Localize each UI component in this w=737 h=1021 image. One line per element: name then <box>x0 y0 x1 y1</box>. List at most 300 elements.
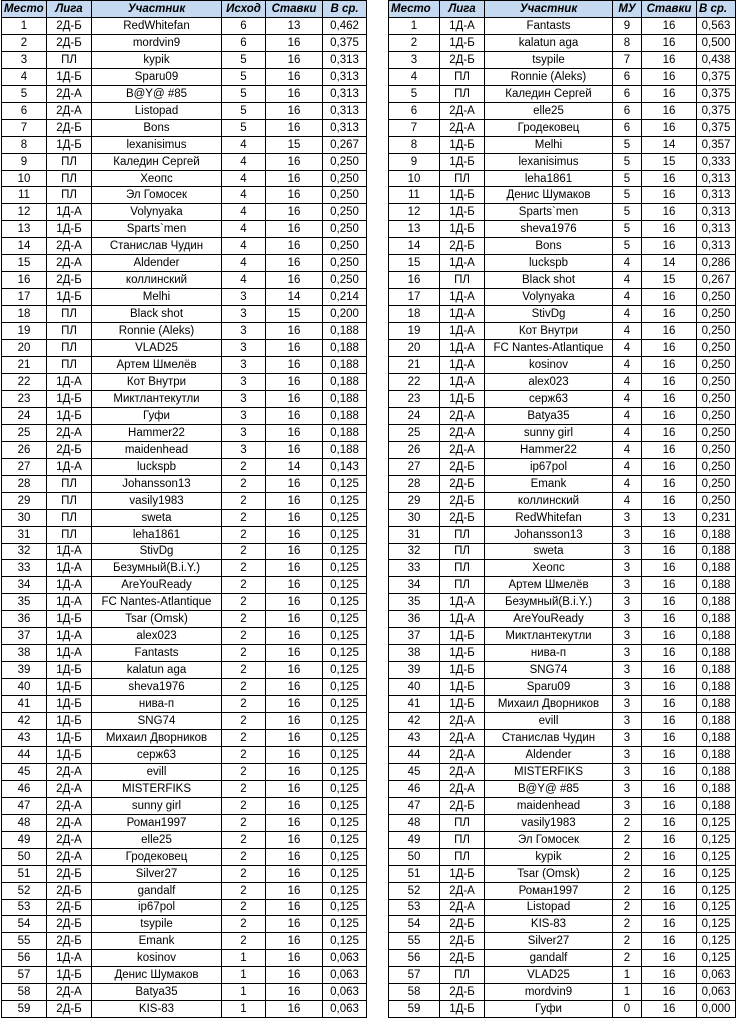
average-cell: 0,188 <box>697 763 736 780</box>
league-cell: 2Д-Б <box>440 797 485 814</box>
participant-cell: StivDg <box>485 306 613 323</box>
participant-cell: Fantasts <box>485 17 613 34</box>
place-cell: 10 <box>2 170 47 187</box>
table-row <box>389 85 736 102</box>
table-row <box>2 458 367 475</box>
score-cell: 3 <box>613 594 642 611</box>
table-row <box>2 984 367 1001</box>
table-row <box>389 916 736 933</box>
bets-cell: 16 <box>642 85 697 102</box>
bets-cell: 16 <box>266 662 323 679</box>
place-cell: 32 <box>389 543 440 560</box>
average-cell: 0,188 <box>697 543 736 560</box>
league-cell: 2Д-А <box>47 238 92 255</box>
bets-cell: 15 <box>266 306 323 323</box>
league-cell: 1Д-А <box>440 255 485 272</box>
header-place: Место <box>389 1 440 18</box>
participant-cell: Гуфи <box>485 1001 613 1018</box>
score-cell: 2 <box>222 577 266 594</box>
league-cell: 1Д-Б <box>47 729 92 746</box>
place-cell: 38 <box>2 645 47 662</box>
table-row <box>389 679 736 696</box>
score-cell: 2 <box>613 814 642 831</box>
place-cell: 55 <box>389 933 440 950</box>
table-row <box>2 407 367 424</box>
place-cell: 46 <box>389 780 440 797</box>
score-cell: 2 <box>222 933 266 950</box>
league-cell: 2Д-Б <box>440 51 485 68</box>
participant-cell: StivDg <box>92 543 222 560</box>
average-cell: 0,063 <box>323 1001 367 1018</box>
place-cell: 34 <box>2 577 47 594</box>
bets-cell: 16 <box>266 543 323 560</box>
average-cell: 0,125 <box>323 933 367 950</box>
average-cell: 0,125 <box>323 916 367 933</box>
place-cell: 11 <box>2 187 47 204</box>
bets-cell: 16 <box>266 204 323 221</box>
participant-cell: Johansson13 <box>485 526 613 543</box>
table-row <box>2 441 367 458</box>
bets-cell: 16 <box>266 153 323 170</box>
league-cell: ПЛ <box>47 51 92 68</box>
bets-cell: 14 <box>642 255 697 272</box>
score-cell: 4 <box>222 187 266 204</box>
participant-cell: kosinov <box>485 357 613 374</box>
participant-cell: Кот Внутри <box>485 323 613 340</box>
participant-cell: luckspb <box>92 458 222 475</box>
place-cell: 27 <box>389 458 440 475</box>
place-cell: 28 <box>2 475 47 492</box>
score-cell: 2 <box>222 882 266 899</box>
league-cell: 2Д-Б <box>47 17 92 34</box>
average-cell: 0,231 <box>697 509 736 526</box>
league-cell: 1Д-Б <box>440 645 485 662</box>
average-cell: 0,188 <box>697 746 736 763</box>
league-cell: 2Д-А <box>440 119 485 136</box>
participant-cell: Black shot <box>485 272 613 289</box>
league-cell: 1Д-А <box>47 543 92 560</box>
average-cell: 0,125 <box>697 933 736 950</box>
bets-cell: 16 <box>642 984 697 1001</box>
bets-cell: 16 <box>642 628 697 645</box>
average-cell: 0,357 <box>697 136 736 153</box>
place-cell: 39 <box>2 662 47 679</box>
league-cell: 1Д-Б <box>440 696 485 713</box>
place-cell: 52 <box>2 882 47 899</box>
league-cell: 2Д-А <box>47 85 92 102</box>
place-cell: 20 <box>389 340 440 357</box>
bets-cell: 16 <box>266 373 323 390</box>
participant-cell: Ronnie (Aleks) <box>92 323 222 340</box>
average-cell: 0,250 <box>697 458 736 475</box>
league-cell: ПЛ <box>47 509 92 526</box>
bets-cell: 16 <box>266 34 323 51</box>
place-cell: 46 <box>2 780 47 797</box>
participant-cell: Bons <box>92 119 222 136</box>
league-cell: 1Д-А <box>440 594 485 611</box>
bets-cell: 16 <box>266 577 323 594</box>
bets-cell: 16 <box>642 780 697 797</box>
participant-cell: ip67pol <box>485 458 613 475</box>
table-row <box>389 628 736 645</box>
table-row <box>389 713 736 730</box>
table-row <box>2 102 367 119</box>
league-cell: 2Д-Б <box>440 950 485 967</box>
participant-cell: VLAD25 <box>485 967 613 984</box>
league-cell: 2Д-А <box>47 814 92 831</box>
average-cell: 0,188 <box>697 797 736 814</box>
table-row <box>2 916 367 933</box>
average-cell: 0,250 <box>697 340 736 357</box>
header-average: В ср. <box>697 1 736 18</box>
average-cell: 0,250 <box>697 424 736 441</box>
bets-cell: 16 <box>266 102 323 119</box>
bets-cell: 16 <box>266 679 323 696</box>
participant-cell: mordvin9 <box>92 34 222 51</box>
score-cell: 4 <box>613 255 642 272</box>
score-cell: 3 <box>613 679 642 696</box>
score-cell: 3 <box>613 543 642 560</box>
participant-cell: Sparu09 <box>485 679 613 696</box>
place-cell: 54 <box>389 916 440 933</box>
bets-cell: 16 <box>266 916 323 933</box>
table-row <box>2 831 367 848</box>
table-row <box>2 662 367 679</box>
average-cell: 0,125 <box>323 746 367 763</box>
bets-cell: 16 <box>642 899 697 916</box>
score-cell: 2 <box>222 458 266 475</box>
participant-cell: alex023 <box>92 628 222 645</box>
header-bets: Ставки <box>642 1 697 18</box>
average-cell: 0,250 <box>697 492 736 509</box>
average-cell: 0,125 <box>697 950 736 967</box>
score-cell: 2 <box>613 899 642 916</box>
league-cell: ПЛ <box>47 153 92 170</box>
place-cell: 53 <box>389 899 440 916</box>
average-cell: 0,250 <box>323 204 367 221</box>
league-cell: 1Д-А <box>47 560 92 577</box>
place-cell: 31 <box>389 526 440 543</box>
score-cell: 2 <box>222 645 266 662</box>
table-row <box>2 628 367 645</box>
table-row <box>2 187 367 204</box>
place-cell: 19 <box>2 323 47 340</box>
average-cell: 0,125 <box>697 899 736 916</box>
place-cell: 34 <box>389 577 440 594</box>
participant-cell: Melhi <box>92 289 222 306</box>
score-cell: 1 <box>613 984 642 1001</box>
place-cell: 5 <box>2 85 47 102</box>
participant-cell: Silver27 <box>92 865 222 882</box>
average-cell: 0,125 <box>323 560 367 577</box>
table-row <box>2 526 367 543</box>
table-row <box>2 882 367 899</box>
participant-cell: MISTERFIKS <box>92 780 222 797</box>
average-cell: 0,125 <box>323 475 367 492</box>
bets-cell: 16 <box>266 357 323 374</box>
table-row <box>389 373 736 390</box>
participant-cell: Batya35 <box>485 407 613 424</box>
score-cell: 2 <box>613 865 642 882</box>
participant-cell: sweta <box>485 543 613 560</box>
bets-cell: 16 <box>266 475 323 492</box>
average-cell: 0,250 <box>697 323 736 340</box>
league-cell: 2Д-А <box>47 255 92 272</box>
bets-cell: 16 <box>266 238 323 255</box>
bets-cell: 16 <box>266 272 323 289</box>
participant-cell: AreYouReady <box>92 577 222 594</box>
participant-cell: Хеопс <box>92 170 222 187</box>
average-cell: 0,188 <box>697 713 736 730</box>
score-cell: 6 <box>613 85 642 102</box>
place-cell: 24 <box>2 407 47 424</box>
league-cell: ПЛ <box>47 475 92 492</box>
score-cell: 3 <box>613 713 642 730</box>
table-row <box>2 763 367 780</box>
average-cell: 0,188 <box>697 645 736 662</box>
place-cell: 10 <box>389 170 440 187</box>
place-cell: 24 <box>389 407 440 424</box>
score-cell: 3 <box>222 289 266 306</box>
bets-cell: 16 <box>642 679 697 696</box>
score-cell: 2 <box>222 729 266 746</box>
table-row <box>389 950 736 967</box>
average-cell: 0,143 <box>323 458 367 475</box>
score-cell: 2 <box>222 746 266 763</box>
score-cell: 2 <box>613 848 642 865</box>
score-cell: 4 <box>613 407 642 424</box>
participant-cell: серж63 <box>92 746 222 763</box>
bets-cell: 16 <box>266 560 323 577</box>
league-cell: 1Д-Б <box>440 34 485 51</box>
bets-cell: 16 <box>266 645 323 662</box>
score-cell: 4 <box>613 357 642 374</box>
participant-cell: sunny girl <box>92 797 222 814</box>
place-cell: 5 <box>389 85 440 102</box>
score-cell: 2 <box>222 696 266 713</box>
average-cell: 0,375 <box>697 85 736 102</box>
place-cell: 3 <box>389 51 440 68</box>
place-cell: 14 <box>389 238 440 255</box>
participant-cell: Гродековец <box>485 119 613 136</box>
bets-cell: 16 <box>642 170 697 187</box>
participant-cell: Денис Шумаков <box>485 187 613 204</box>
score-cell: 6 <box>613 68 642 85</box>
score-cell: 2 <box>613 882 642 899</box>
score-cell: 2 <box>613 831 642 848</box>
participant-cell: VLAD25 <box>92 340 222 357</box>
place-cell: 13 <box>389 221 440 238</box>
table-row <box>389 407 736 424</box>
bets-cell: 16 <box>266 814 323 831</box>
bets-cell: 16 <box>266 424 323 441</box>
participant-cell: Listopad <box>485 899 613 916</box>
place-cell: 1 <box>2 17 47 34</box>
table-row <box>389 51 736 68</box>
average-cell: 0,250 <box>323 170 367 187</box>
participant-cell: Станислав Чудин <box>485 729 613 746</box>
place-cell: 15 <box>2 255 47 272</box>
place-cell: 47 <box>2 797 47 814</box>
league-cell: 1Д-Б <box>440 628 485 645</box>
league-cell: 1Д-А <box>440 17 485 34</box>
average-cell: 0,125 <box>697 882 736 899</box>
bets-cell: 16 <box>642 221 697 238</box>
average-cell: 0,250 <box>323 187 367 204</box>
average-cell: 0,125 <box>323 763 367 780</box>
bets-cell: 16 <box>642 916 697 933</box>
score-cell: 2 <box>222 848 266 865</box>
table-row <box>2 848 367 865</box>
average-cell: 0,188 <box>323 357 367 374</box>
table-row <box>2 390 367 407</box>
bets-cell: 13 <box>642 509 697 526</box>
average-cell: 0,313 <box>323 102 367 119</box>
participant-cell: Каледин Сергей <box>485 85 613 102</box>
bets-cell: 16 <box>642 662 697 679</box>
league-cell: 1Д-Б <box>47 221 92 238</box>
league-cell: 1Д-А <box>47 594 92 611</box>
participant-cell: Volynyaka <box>92 204 222 221</box>
table-row <box>389 611 736 628</box>
place-cell: 57 <box>2 967 47 984</box>
bets-cell: 16 <box>642 323 697 340</box>
average-cell: 0,125 <box>323 797 367 814</box>
participant-cell: нива-п <box>485 645 613 662</box>
score-cell: 5 <box>613 187 642 204</box>
place-cell: 7 <box>2 119 47 136</box>
participant-cell: Aldender <box>485 746 613 763</box>
score-cell: 2 <box>222 543 266 560</box>
average-cell: 0,125 <box>323 662 367 679</box>
table-row <box>389 340 736 357</box>
score-cell: 4 <box>613 272 642 289</box>
place-cell: 22 <box>389 373 440 390</box>
place-cell: 13 <box>2 221 47 238</box>
place-cell: 30 <box>389 509 440 526</box>
table-row <box>389 594 736 611</box>
table-row <box>389 746 736 763</box>
participant-cell: коллинский <box>485 492 613 509</box>
bets-cell: 16 <box>642 492 697 509</box>
table-row <box>389 17 736 34</box>
score-cell: 5 <box>613 136 642 153</box>
league-cell: 2Д-А <box>440 763 485 780</box>
place-cell: 48 <box>2 814 47 831</box>
bets-cell: 16 <box>266 763 323 780</box>
league-cell: 2Д-Б <box>47 916 92 933</box>
table-row <box>2 492 367 509</box>
bets-cell: 16 <box>266 119 323 136</box>
place-cell: 55 <box>2 933 47 950</box>
average-cell: 0,125 <box>323 509 367 526</box>
header-participant: Участник <box>485 1 613 18</box>
score-cell: 2 <box>222 475 266 492</box>
average-cell: 0,333 <box>697 153 736 170</box>
participant-cell: Роман1997 <box>92 814 222 831</box>
league-cell: ПЛ <box>440 68 485 85</box>
bets-cell: 16 <box>266 390 323 407</box>
league-cell: ПЛ <box>440 814 485 831</box>
participant-cell: RedWhitefan <box>92 17 222 34</box>
participant-cell: Melhi <box>485 136 613 153</box>
average-cell: 0,188 <box>697 628 736 645</box>
place-cell: 20 <box>2 340 47 357</box>
header-participant: Участник <box>92 1 222 18</box>
score-cell: 2 <box>222 526 266 543</box>
average-cell: 0,250 <box>323 255 367 272</box>
header-row <box>389 1 736 18</box>
score-cell: 3 <box>222 441 266 458</box>
table-row <box>389 543 736 560</box>
bets-cell: 16 <box>266 221 323 238</box>
participant-cell: KIS-83 <box>92 1001 222 1018</box>
table-row <box>389 865 736 882</box>
participant-cell: kypik <box>92 51 222 68</box>
average-cell: 0,250 <box>697 289 736 306</box>
league-cell: 2Д-А <box>440 713 485 730</box>
place-cell: 9 <box>2 153 47 170</box>
score-cell: 2 <box>222 780 266 797</box>
participant-cell: серж63 <box>485 390 613 407</box>
bets-cell: 16 <box>642 594 697 611</box>
league-cell: 2Д-Б <box>47 899 92 916</box>
participant-cell: kalatun aga <box>92 662 222 679</box>
place-cell: 17 <box>2 289 47 306</box>
table-row <box>389 797 736 814</box>
table-row <box>2 594 367 611</box>
participant-cell: Артем Шмелёв <box>92 357 222 374</box>
participant-cell: B@Y@ #85 <box>485 780 613 797</box>
table-row <box>389 119 736 136</box>
bets-cell: 16 <box>266 85 323 102</box>
table-row <box>389 899 736 916</box>
table-row <box>389 204 736 221</box>
score-cell: 3 <box>613 560 642 577</box>
table-row <box>389 357 736 374</box>
table-row <box>389 34 736 51</box>
bets-cell: 16 <box>266 797 323 814</box>
participant-cell: Tsar (Omsk) <box>485 865 613 882</box>
score-cell: 4 <box>613 289 642 306</box>
place-cell: 38 <box>389 645 440 662</box>
table-row <box>389 780 736 797</box>
league-cell: 1Д-Б <box>440 221 485 238</box>
league-cell: 1Д-Б <box>47 390 92 407</box>
average-cell: 0,063 <box>323 984 367 1001</box>
league-cell: ПЛ <box>440 577 485 594</box>
league-cell: 1Д-Б <box>47 679 92 696</box>
table-row <box>2 865 367 882</box>
table-row <box>389 323 736 340</box>
average-cell: 0,125 <box>323 814 367 831</box>
participant-cell: tsypile <box>92 916 222 933</box>
place-cell: 59 <box>2 1001 47 1018</box>
score-cell: 3 <box>613 662 642 679</box>
place-cell: 48 <box>389 814 440 831</box>
league-cell: 1Д-А <box>47 577 92 594</box>
score-cell: 2 <box>222 797 266 814</box>
league-cell: 2Д-А <box>47 102 92 119</box>
bets-cell: 16 <box>266 68 323 85</box>
league-cell: 2Д-Б <box>47 865 92 882</box>
score-cell: 4 <box>613 441 642 458</box>
place-cell: 41 <box>389 696 440 713</box>
table-row <box>2 340 367 357</box>
average-cell: 0,125 <box>323 645 367 662</box>
score-cell: 5 <box>222 119 266 136</box>
table-row <box>2 713 367 730</box>
